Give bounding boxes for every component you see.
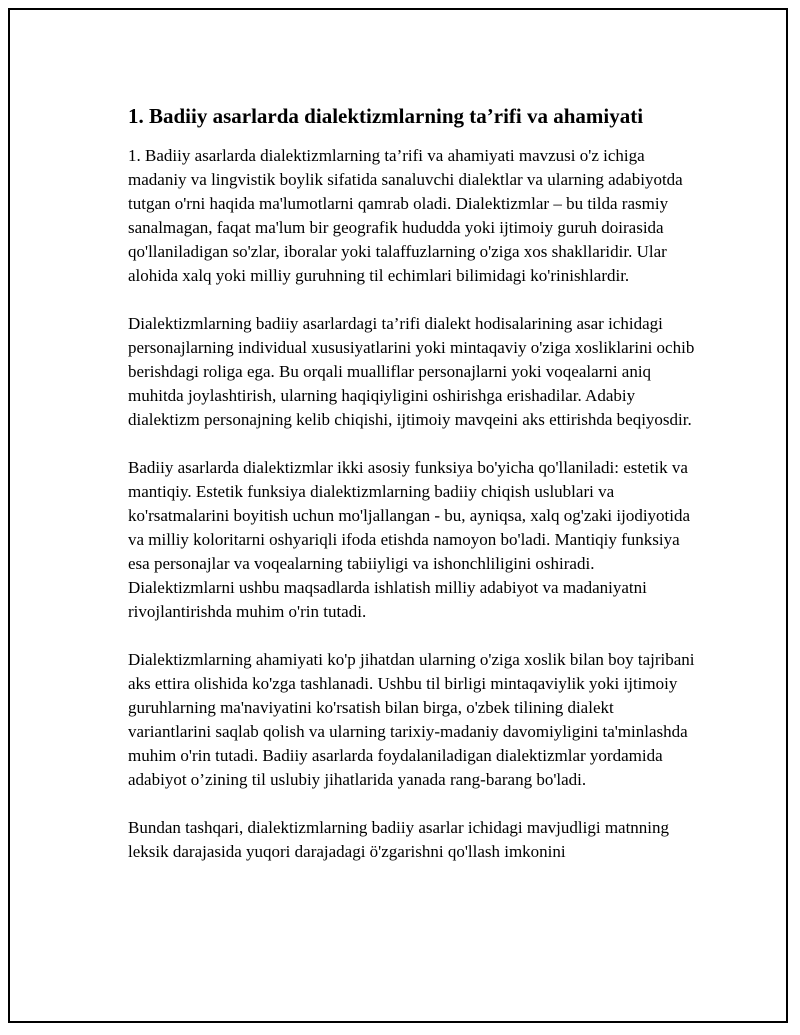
paragraph-2: Dialektizmlarning badiiy asarlardagi ta’rifi dialekt hodisalarining asar ichidagi personajlarning individual xususiyatlarini yoki mintaqaviy o'ziga xosliklarini ochib berishdagi roliga ega. Bu orqali mualliflar personajlarni yoki voqealarni aniq muhitda joylashtirish, ularning haqiqiyligini oshirishga erishadilar. Adabiy dialektizm personajning kelib chiqishi, ijtimoiy mavqeini aks ettirishda beqiyosdir. bbox=[128, 314, 695, 429]
paragraph-4: Dialektizmlarning ahamiyati ko'p jihatdan ularning o'ziga xoslik bilan boy tajribani aks ettira olishida ko'zga tashlanadi. Ushbu til birligi mintaqaviylik yoki ijtimoiy guruhlarning ma'naviyatini ko'rsatish bilan birga, o'zbek tilining dialekt variantlarini saqlab qolish va ularning tarixiy-madaniy davomiyligini ta'minlashda muhim o'rin tutadi. Badiiy asarlarda foydalaniladigan dialektizmlar yordamida adabiyot o’zining til uslubiy jihatlarida yanada rang-barang bo'ladi. bbox=[128, 650, 695, 789]
document-title: 1. Badiiy asarlarda dialektizmlarning ta’rifi va ahamiyati bbox=[128, 104, 644, 128]
paragraph-5: Bundan tashqari, dialektizmlarning badiiy asarlar ichidagi mavjudligi matnning leksik darajasida yuqori darajadagi ö'zgarishni qo'llash imkonini bbox=[128, 818, 670, 861]
document-body bbox=[128, 102, 698, 888]
page-frame bbox=[8, 8, 788, 1023]
paragraph-3: Badiiy asarlarda dialektizmlar ikki asosiy funksiya bo'yicha qo'llaniladi: estetik va mantiqiy. Estetik funksiya dialektizmlarning badiiy chiqish uslublari va ko'rsatmalarini boyitish uchun mo'ljallangan - bu, ayniqsa, xalq og'zaki ijodiyotida va milliy koloritarni oshyariqli ifoda etishda namoyon bo'ladi. Mantiqiy funksiya esa personajlar va voqealarning tabiiyligi va ishonchliligini oshiradi. Dialektizmlarni ushbu maqsadlarda ishlatish milliy adabiyot va madaniyatni rivojlantirishda muhim o'rin tutadi. bbox=[128, 458, 691, 621]
paragraph-1: 1. Badiiy asarlarda dialektizmlarning ta’rifi va ahamiyati mavzusi o'z ichiga madaniy va lingvistik boylik sifatida sanaluvchi dialektlar va ularning adabiyotda tutgan o'rni haqida ma'lumotlarni qamrab oladi. Dialektizmlar – bu tilda rasmiy sanalmagan, faqat ma'lum bir geografik hududda yoki ijtimoiy guruh doirasida qo'llaniladigan so'zlar, iboralar yoki talaffuzlarning o'ziga xos shakllaridir. Ular alohida xalq yoki milliy guruhning til echimlari bilimidagi ko'rinishlardir. bbox=[128, 146, 683, 285]
